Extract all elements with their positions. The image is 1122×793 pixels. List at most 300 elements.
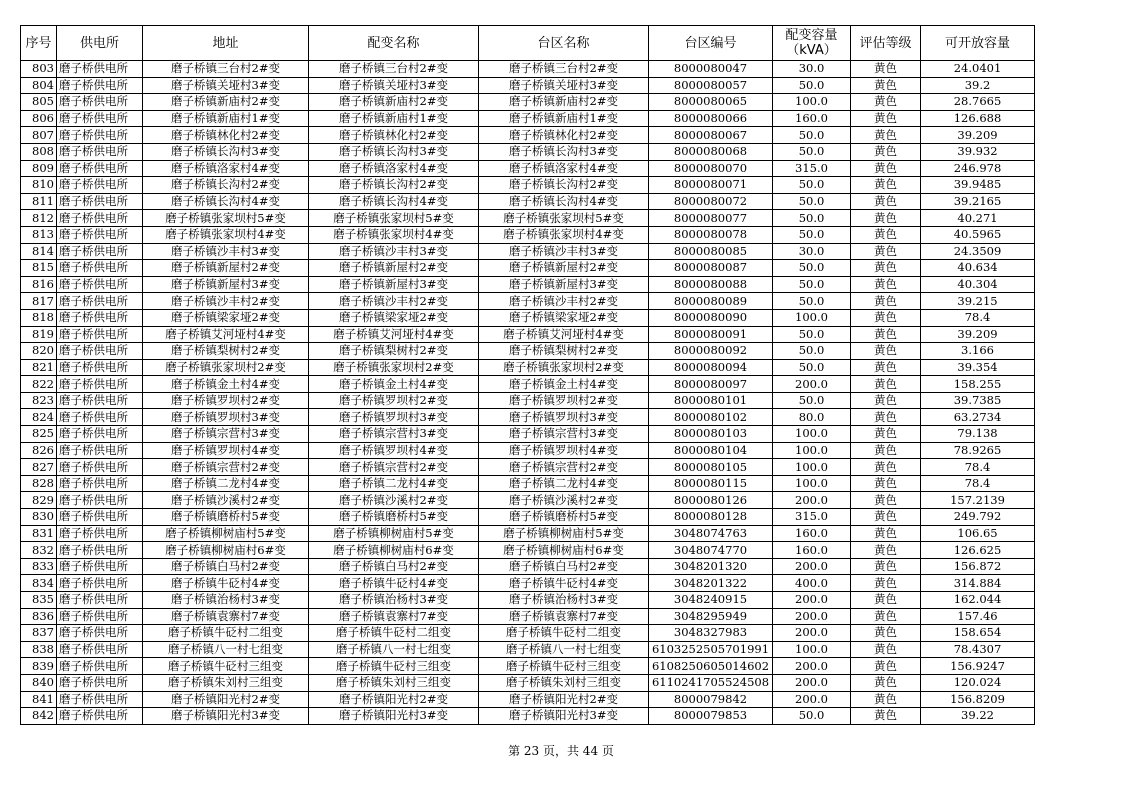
cell-capacity: 50.0 [773, 392, 851, 409]
cell-area-name: 磨子桥镇罗坝村4#变 [479, 442, 649, 459]
cell-area-name: 磨子桥镇张家坝村4#变 [479, 226, 649, 243]
cell-station: 磨子桥供电所 [57, 94, 143, 111]
cell-open-capacity: 106.65 [921, 525, 1035, 542]
cell-station: 磨子桥供电所 [57, 558, 143, 575]
cell-station: 磨子桥供电所 [57, 625, 143, 642]
cell-index: 818 [21, 309, 57, 326]
table-row [21, 127, 1035, 144]
cell-grade: 黄色 [851, 691, 921, 708]
cell-transformer-name: 磨子桥镇罗坝村2#变 [309, 392, 479, 409]
cell-open-capacity: 39.354 [921, 359, 1035, 376]
cell-area-name: 磨子桥镇牛砭村4#变 [479, 575, 649, 592]
cell-capacity: 160.0 [773, 110, 851, 127]
cell-station: 磨子桥供电所 [57, 61, 143, 78]
cell-transformer-name: 磨子桥镇阳光村3#变 [309, 708, 479, 725]
cell-transformer-name: 磨子桥镇罗坝村4#变 [309, 442, 479, 459]
cell-transformer-name: 磨子桥镇长沟村2#变 [309, 177, 479, 194]
cell-index: 833 [21, 558, 57, 575]
cell-transformer-name: 磨子桥镇林化村2#变 [309, 127, 479, 144]
cell-capacity: 400.0 [773, 575, 851, 592]
cell-grade: 黄色 [851, 376, 921, 393]
cell-area-name: 磨子桥镇洛家村4#变 [479, 160, 649, 177]
cell-index: 817 [21, 293, 57, 310]
cell-open-capacity: 246.978 [921, 160, 1035, 177]
cell-transformer-name: 磨子桥镇张家坝村2#变 [309, 359, 479, 376]
cell-grade: 黄色 [851, 110, 921, 127]
table-row [21, 625, 1035, 642]
cell-address: 磨子桥镇牛砭村4#变 [143, 575, 309, 592]
cell-station: 磨子桥供电所 [57, 409, 143, 426]
cell-area-code: 8000080105 [649, 459, 773, 476]
cell-address: 磨子桥镇长沟村4#变 [143, 193, 309, 210]
header-capacity-line2: （kVA） [786, 43, 837, 58]
cell-area-name: 磨子桥镇三台村2#变 [479, 61, 649, 78]
cell-index: 838 [21, 641, 57, 658]
cell-transformer-name: 磨子桥镇沙丰村2#变 [309, 293, 479, 310]
cell-area-code: 8000080128 [649, 509, 773, 526]
cell-transformer-name: 磨子桥镇八一村七组变 [309, 641, 479, 658]
cell-open-capacity: 39.7385 [921, 392, 1035, 409]
cell-index: 808 [21, 143, 57, 160]
table-row [21, 77, 1035, 94]
cell-station: 磨子桥供电所 [57, 376, 143, 393]
cell-open-capacity: 39.22 [921, 708, 1035, 725]
cell-index: 815 [21, 260, 57, 277]
cell-index: 813 [21, 226, 57, 243]
cell-station: 磨子桥供电所 [57, 608, 143, 625]
cell-grade: 黄色 [851, 343, 921, 360]
cell-transformer-name: 磨子桥镇朱刘村三组变 [309, 674, 479, 691]
cell-grade: 黄色 [851, 210, 921, 227]
cell-grade: 黄色 [851, 293, 921, 310]
cell-transformer-name: 磨子桥镇阳光村2#变 [309, 691, 479, 708]
table-row [21, 708, 1035, 725]
table-row [21, 243, 1035, 260]
cell-grade: 黄色 [851, 608, 921, 625]
cell-open-capacity: 78.9265 [921, 442, 1035, 459]
cell-area-code: 8000080087 [649, 260, 773, 277]
cell-address: 磨子桥镇八一村七组变 [143, 641, 309, 658]
cell-station: 磨子桥供电所 [57, 674, 143, 691]
table-row [21, 641, 1035, 658]
cell-address: 磨子桥镇白马村2#变 [143, 558, 309, 575]
cell-grade: 黄色 [851, 509, 921, 526]
page-footer: 第 23 页，共 44 页 [508, 744, 614, 758]
cell-area-name: 磨子桥镇沙丰村2#变 [479, 293, 649, 310]
cell-station: 磨子桥供电所 [57, 708, 143, 725]
cell-index: 829 [21, 492, 57, 509]
cell-address: 磨子桥镇三台村2#变 [143, 61, 309, 78]
cell-open-capacity: 39.215 [921, 293, 1035, 310]
cell-area-code: 8000080068 [649, 143, 773, 160]
cell-address: 磨子桥镇牛砭村二组变 [143, 625, 309, 642]
cell-area-name: 磨子桥镇袁寨村7#变 [479, 608, 649, 625]
cell-station: 磨子桥供电所 [57, 691, 143, 708]
cell-station: 磨子桥供电所 [57, 658, 143, 675]
cell-index: 837 [21, 625, 57, 642]
table-row [21, 459, 1035, 476]
cell-address: 磨子桥镇关垭村3#变 [143, 77, 309, 94]
cell-transformer-name: 磨子桥镇柳树庙村6#变 [309, 542, 479, 559]
cell-area-code: 8000080097 [649, 376, 773, 393]
cell-address: 磨子桥镇张家坝村5#变 [143, 210, 309, 227]
table-row [21, 276, 1035, 293]
table-row [21, 210, 1035, 227]
table-row [21, 442, 1035, 459]
table-row [21, 426, 1035, 443]
cell-area-name: 磨子桥镇磨桥村5#变 [479, 509, 649, 526]
cell-area-code: 8000080102 [649, 409, 773, 426]
cell-address: 磨子桥镇金土村4#变 [143, 376, 309, 393]
table-row [21, 674, 1035, 691]
table-row [21, 592, 1035, 609]
cell-capacity: 50.0 [773, 343, 851, 360]
cell-open-capacity: 39.209 [921, 127, 1035, 144]
cell-area-name: 磨子桥镇梨树村2#变 [479, 343, 649, 360]
table-row [21, 309, 1035, 326]
cell-area-code: 8000080066 [649, 110, 773, 127]
cell-area-name: 磨子桥镇沙溪村2#变 [479, 492, 649, 509]
cell-area-code: 8000080094 [649, 359, 773, 376]
cell-index: 835 [21, 592, 57, 609]
cell-open-capacity: 126.625 [921, 542, 1035, 559]
cell-address: 磨子桥镇阳光村3#变 [143, 708, 309, 725]
cell-open-capacity: 157.46 [921, 608, 1035, 625]
header-capacity [773, 26, 851, 61]
cell-capacity: 200.0 [773, 492, 851, 509]
cell-area-name: 磨子桥镇梁家垭2#变 [479, 309, 649, 326]
cell-capacity: 50.0 [773, 210, 851, 227]
table-row [21, 525, 1035, 542]
cell-transformer-name: 磨子桥镇梁家垭2#变 [309, 309, 479, 326]
cell-transformer-name: 磨子桥镇洛家村4#变 [309, 160, 479, 177]
cell-transformer-name: 磨子桥镇梨树村2#变 [309, 343, 479, 360]
cell-station: 磨子桥供电所 [57, 193, 143, 210]
header-station: 供电所 [57, 26, 143, 61]
cell-index: 828 [21, 475, 57, 492]
header-area-name: 台区名称 [479, 26, 649, 61]
cell-index: 836 [21, 608, 57, 625]
cell-area-code: 8000080078 [649, 226, 773, 243]
cell-capacity: 200.0 [773, 608, 851, 625]
cell-transformer-name: 磨子桥镇长沟村3#变 [309, 143, 479, 160]
cell-open-capacity: 314.884 [921, 575, 1035, 592]
cell-area-code: 8000080071 [649, 177, 773, 194]
cell-grade: 黄色 [851, 193, 921, 210]
cell-station: 磨子桥供电所 [57, 575, 143, 592]
table-row [21, 293, 1035, 310]
cell-transformer-name: 磨子桥镇罗坝村3#变 [309, 409, 479, 426]
cell-station: 磨子桥供电所 [57, 359, 143, 376]
cell-area-name: 磨子桥镇新庙村1#变 [479, 110, 649, 127]
cell-index: 831 [21, 525, 57, 542]
cell-index: 816 [21, 276, 57, 293]
cell-address: 磨子桥镇朱刘村三组变 [143, 674, 309, 691]
cell-station: 磨子桥供电所 [57, 343, 143, 360]
cell-area-name: 磨子桥镇二龙村4#变 [479, 475, 649, 492]
cell-open-capacity: 24.0401 [921, 61, 1035, 78]
cell-open-capacity: 249.792 [921, 509, 1035, 526]
cell-index: 823 [21, 392, 57, 409]
cell-area-code: 8000080103 [649, 426, 773, 443]
cell-capacity: 315.0 [773, 160, 851, 177]
table-row [21, 492, 1035, 509]
table-row [21, 558, 1035, 575]
cell-address: 磨子桥镇牛砭村三组变 [143, 658, 309, 675]
cell-address: 磨子桥镇宗营村3#变 [143, 426, 309, 443]
cell-address: 磨子桥镇张家坝村4#变 [143, 226, 309, 243]
cell-capacity: 200.0 [773, 592, 851, 609]
cell-transformer-name: 磨子桥镇宗营村3#变 [309, 426, 479, 443]
cell-open-capacity: 39.2 [921, 77, 1035, 94]
cell-grade: 黄色 [851, 625, 921, 642]
cell-area-name: 磨子桥镇宗营村2#变 [479, 459, 649, 476]
cell-open-capacity: 40.634 [921, 260, 1035, 277]
cell-station: 磨子桥供电所 [57, 309, 143, 326]
cell-open-capacity: 39.9485 [921, 177, 1035, 194]
cell-grade: 黄色 [851, 442, 921, 459]
cell-transformer-name: 磨子桥镇张家坝村4#变 [309, 226, 479, 243]
cell-grade: 黄色 [851, 260, 921, 277]
cell-open-capacity: 40.271 [921, 210, 1035, 227]
cell-transformer-name: 磨子桥镇新庙村1#变 [309, 110, 479, 127]
cell-station: 磨子桥供电所 [57, 442, 143, 459]
cell-open-capacity: 40.304 [921, 276, 1035, 293]
cell-address: 磨子桥镇新庙村1#变 [143, 110, 309, 127]
cell-capacity: 50.0 [773, 293, 851, 310]
cell-grade: 黄色 [851, 276, 921, 293]
table-row [21, 542, 1035, 559]
cell-transformer-name: 磨子桥镇新屋村3#变 [309, 276, 479, 293]
cell-transformer-name: 磨子桥镇张家坝村5#变 [309, 210, 479, 227]
cell-station: 磨子桥供电所 [57, 293, 143, 310]
header-index: 序号 [21, 26, 57, 61]
cell-grade: 黄色 [851, 326, 921, 343]
cell-address: 磨子桥镇艾河垭村4#变 [143, 326, 309, 343]
cell-grade: 黄色 [851, 426, 921, 443]
cell-capacity: 100.0 [773, 442, 851, 459]
table-row [21, 94, 1035, 111]
cell-transformer-name: 磨子桥镇牛砭村4#变 [309, 575, 479, 592]
table-row [21, 608, 1035, 625]
cell-open-capacity: 39.2165 [921, 193, 1035, 210]
cell-index: 811 [21, 193, 57, 210]
cell-area-code: 3048201322 [649, 575, 773, 592]
cell-grade: 黄色 [851, 226, 921, 243]
cell-grade: 黄色 [851, 94, 921, 111]
cell-station: 磨子桥供电所 [57, 243, 143, 260]
cell-grade: 黄色 [851, 542, 921, 559]
cell-capacity: 100.0 [773, 475, 851, 492]
cell-area-name: 磨子桥镇罗坝村3#变 [479, 409, 649, 426]
cell-open-capacity: 156.8209 [921, 691, 1035, 708]
cell-index: 805 [21, 94, 57, 111]
cell-capacity: 50.0 [773, 177, 851, 194]
table-row [21, 343, 1035, 360]
table-row [21, 409, 1035, 426]
cell-area-code: 8000080092 [649, 343, 773, 360]
table-row [21, 160, 1035, 177]
cell-open-capacity: 78.4307 [921, 641, 1035, 658]
cell-address: 磨子桥镇柳树庙村6#变 [143, 542, 309, 559]
header-area-code: 台区编号 [649, 26, 773, 61]
cell-station: 磨子桥供电所 [57, 160, 143, 177]
cell-area-name: 磨子桥镇艾河垭村4#变 [479, 326, 649, 343]
cell-index: 842 [21, 708, 57, 725]
table-row [21, 143, 1035, 160]
cell-area-name: 磨子桥镇关垭村3#变 [479, 77, 649, 94]
cell-area-code: 8000080126 [649, 492, 773, 509]
cell-area-name: 磨子桥镇长沟村2#变 [479, 177, 649, 194]
cell-transformer-name: 磨子桥镇宗营村2#变 [309, 459, 479, 476]
cell-area-name: 磨子桥镇沙丰村3#变 [479, 243, 649, 260]
cell-grade: 黄色 [851, 459, 921, 476]
table-row [21, 193, 1035, 210]
cell-station: 磨子桥供电所 [57, 592, 143, 609]
cell-capacity: 50.0 [773, 359, 851, 376]
cell-grade: 黄色 [851, 177, 921, 194]
cell-index: 804 [21, 77, 57, 94]
cell-capacity: 50.0 [773, 77, 851, 94]
cell-grade: 黄色 [851, 492, 921, 509]
cell-area-name: 磨子桥镇八一村七组变 [479, 641, 649, 658]
cell-area-name: 磨子桥镇张家坝村5#变 [479, 210, 649, 227]
table-row [21, 359, 1035, 376]
cell-area-code: 3048074763 [649, 525, 773, 542]
cell-area-name: 磨子桥镇白马村2#变 [479, 558, 649, 575]
cell-area-name: 磨子桥镇金土村4#变 [479, 376, 649, 393]
cell-grade: 黄色 [851, 641, 921, 658]
cell-grade: 黄色 [851, 409, 921, 426]
cell-open-capacity: 157.2139 [921, 492, 1035, 509]
cell-capacity: 200.0 [773, 674, 851, 691]
cell-station: 磨子桥供电所 [57, 475, 143, 492]
cell-station: 磨子桥供电所 [57, 110, 143, 127]
cell-area-code: 8000080089 [649, 293, 773, 310]
cell-station: 磨子桥供电所 [57, 77, 143, 94]
cell-capacity: 100.0 [773, 426, 851, 443]
cell-station: 磨子桥供电所 [57, 276, 143, 293]
cell-open-capacity: 126.688 [921, 110, 1035, 127]
cell-grade: 黄色 [851, 359, 921, 376]
cell-grade: 黄色 [851, 525, 921, 542]
cell-area-code: 8000080070 [649, 160, 773, 177]
table-row [21, 376, 1035, 393]
cell-area-code: 6103252505701991 [649, 641, 773, 658]
cell-address: 磨子桥镇柳树庙村5#变 [143, 525, 309, 542]
cell-station: 磨子桥供电所 [57, 426, 143, 443]
cell-open-capacity: 39.209 [921, 326, 1035, 343]
cell-grade: 黄色 [851, 592, 921, 609]
cell-area-code: 8000080047 [649, 61, 773, 78]
cell-capacity: 50.0 [773, 127, 851, 144]
cell-open-capacity: 78.4 [921, 459, 1035, 476]
cell-grade: 黄色 [851, 127, 921, 144]
cell-open-capacity: 120.024 [921, 674, 1035, 691]
cell-area-name: 磨子桥镇阳光村2#变 [479, 691, 649, 708]
cell-area-code: 8000079853 [649, 708, 773, 725]
cell-grade: 黄色 [851, 658, 921, 675]
cell-transformer-name: 磨子桥镇关垭村3#变 [309, 77, 479, 94]
header-grade: 评估等级 [851, 26, 921, 61]
cell-index: 809 [21, 160, 57, 177]
cell-open-capacity: 63.2734 [921, 409, 1035, 426]
cell-open-capacity: 78.4 [921, 475, 1035, 492]
cell-capacity: 200.0 [773, 658, 851, 675]
cell-grade: 黄色 [851, 558, 921, 575]
cell-capacity: 200.0 [773, 558, 851, 575]
cell-transformer-name: 磨子桥镇三台村2#变 [309, 61, 479, 78]
table-row [21, 658, 1035, 675]
cell-transformer-name: 磨子桥镇治杨村3#变 [309, 592, 479, 609]
cell-index: 803 [21, 61, 57, 78]
cell-grade: 黄色 [851, 392, 921, 409]
cell-capacity: 50.0 [773, 143, 851, 160]
cell-index: 821 [21, 359, 57, 376]
cell-open-capacity: 78.4 [921, 309, 1035, 326]
cell-area-name: 磨子桥镇宗营村3#变 [479, 426, 649, 443]
cell-capacity: 50.0 [773, 226, 851, 243]
cell-transformer-name: 磨子桥镇新屋村2#变 [309, 260, 479, 277]
cell-address: 磨子桥镇罗坝村2#变 [143, 392, 309, 409]
header-row [21, 26, 1035, 61]
cell-station: 磨子桥供电所 [57, 260, 143, 277]
cell-address: 磨子桥镇二龙村4#变 [143, 475, 309, 492]
cell-index: 814 [21, 243, 57, 260]
header-open-capacity: 可开放容量 [921, 26, 1035, 61]
cell-capacity: 80.0 [773, 409, 851, 426]
cell-area-code: 3048240915 [649, 592, 773, 609]
header-transformer-name: 配变名称 [309, 26, 479, 61]
cell-open-capacity: 3.166 [921, 343, 1035, 360]
cell-transformer-name: 磨子桥镇二龙村4#变 [309, 475, 479, 492]
cell-address: 磨子桥镇沙丰村2#变 [143, 293, 309, 310]
cell-address: 磨子桥镇磨桥村5#变 [143, 509, 309, 526]
cell-open-capacity: 40.5965 [921, 226, 1035, 243]
table-row [21, 691, 1035, 708]
cell-address: 磨子桥镇长沟村3#变 [143, 143, 309, 160]
cell-station: 磨子桥供电所 [57, 492, 143, 509]
cell-address: 磨子桥镇治杨村3#变 [143, 592, 309, 609]
cell-index: 824 [21, 409, 57, 426]
cell-address: 磨子桥镇罗坝村3#变 [143, 409, 309, 426]
cell-address: 磨子桥镇张家坝村2#变 [143, 359, 309, 376]
cell-area-name: 磨子桥镇长沟村3#变 [479, 143, 649, 160]
cell-grade: 黄色 [851, 143, 921, 160]
cell-area-name: 磨子桥镇新屋村2#变 [479, 260, 649, 277]
cell-grade: 黄色 [851, 674, 921, 691]
cell-transformer-name: 磨子桥镇牛砭村二组变 [309, 625, 479, 642]
cell-area-name: 磨子桥镇长沟村4#变 [479, 193, 649, 210]
cell-area-code: 3048295949 [649, 608, 773, 625]
table-row [21, 509, 1035, 526]
cell-station: 磨子桥供电所 [57, 542, 143, 559]
cell-area-name: 磨子桥镇新屋村3#变 [479, 276, 649, 293]
table-row [21, 226, 1035, 243]
cell-area-code: 8000080090 [649, 309, 773, 326]
cell-station: 磨子桥供电所 [57, 525, 143, 542]
cell-capacity: 50.0 [773, 276, 851, 293]
cell-open-capacity: 156.9247 [921, 658, 1035, 675]
cell-area-code: 8000080085 [649, 243, 773, 260]
cell-capacity: 30.0 [773, 61, 851, 78]
cell-grade: 黄色 [851, 77, 921, 94]
cell-area-name: 磨子桥镇柳树庙村6#变 [479, 542, 649, 559]
cell-index: 822 [21, 376, 57, 393]
cell-grade: 黄色 [851, 243, 921, 260]
cell-capacity: 30.0 [773, 243, 851, 260]
cell-transformer-name: 磨子桥镇白马村2#变 [309, 558, 479, 575]
